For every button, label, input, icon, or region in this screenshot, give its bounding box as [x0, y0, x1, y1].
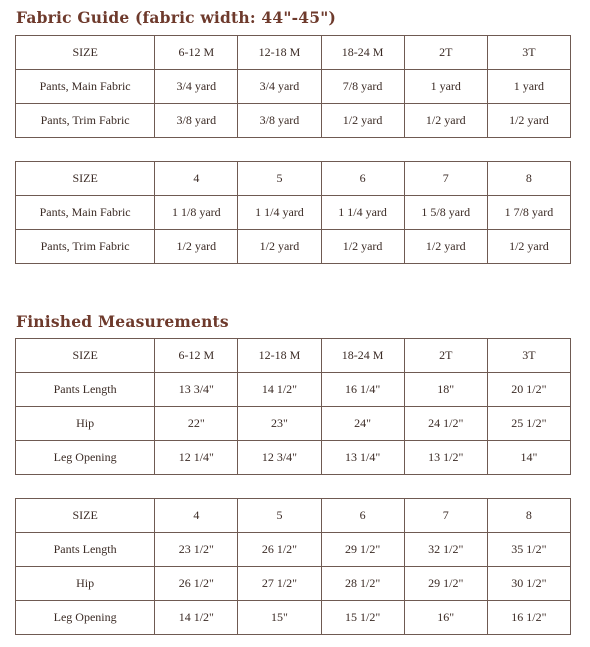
value-cell: 25 1/2" — [487, 407, 570, 441]
table-row — [16, 70, 571, 104]
value-cell: 1/2 yard — [321, 230, 404, 264]
row-label-cell: Leg Opening — [16, 601, 155, 635]
value-cell: 1/2 yard — [404, 230, 487, 264]
value-cell: 1 1/4 yard — [321, 196, 404, 230]
row-label-cell: Pants, Trim Fabric — [16, 104, 155, 138]
value-cell: 24 1/2" — [404, 407, 487, 441]
value-cell: 1/2 yard — [487, 230, 570, 264]
value-cell: 3/8 yard — [155, 104, 238, 138]
size-column-header: 3T — [487, 339, 570, 373]
value-cell: 1 yard — [404, 70, 487, 104]
value-cell: 1/2 yard — [487, 104, 570, 138]
size-column-header: 12-18 M — [238, 339, 321, 373]
table-header-row — [16, 339, 571, 373]
value-cell: 32 1/2" — [404, 533, 487, 567]
value-cell: 22" — [155, 407, 238, 441]
row-label-cell: Pants, Trim Fabric — [16, 230, 155, 264]
measurements-table-kids — [15, 498, 571, 635]
table-row — [16, 567, 571, 601]
value-cell: 1/2 yard — [404, 104, 487, 138]
size-header-cell: SIZE — [16, 499, 155, 533]
value-cell: 35 1/2" — [487, 533, 570, 567]
value-cell: 7/8 yard — [321, 70, 404, 104]
row-label-cell: Pants, Main Fabric — [16, 70, 155, 104]
size-header-cell: SIZE — [16, 339, 155, 373]
value-cell: 14 1/2" — [238, 373, 321, 407]
table-header-row — [16, 36, 571, 70]
value-cell: 3/8 yard — [238, 104, 321, 138]
value-cell: 1/2 yard — [155, 230, 238, 264]
size-column-header: 7 — [404, 162, 487, 196]
table-header-row — [16, 499, 571, 533]
row-label-cell: Pants Length — [16, 373, 155, 407]
row-label-cell: Pants Length — [16, 533, 155, 567]
size-column-header: 6 — [321, 162, 404, 196]
value-cell: 13 3/4" — [155, 373, 238, 407]
row-label-cell: Pants, Main Fabric — [16, 196, 155, 230]
value-cell: 1 1/8 yard — [155, 196, 238, 230]
size-column-header: 4 — [155, 499, 238, 533]
size-header-cell: SIZE — [16, 36, 155, 70]
value-cell: 12 1/4" — [155, 441, 238, 475]
value-cell: 16 1/2" — [487, 601, 570, 635]
fabric-guide-table-kids — [15, 161, 571, 264]
value-cell: 26 1/2" — [155, 567, 238, 601]
value-cell: 26 1/2" — [238, 533, 321, 567]
value-cell: 24" — [321, 407, 404, 441]
value-cell: 1 1/4 yard — [238, 196, 321, 230]
value-cell: 23 1/2" — [155, 533, 238, 567]
value-cell: 12 3/4" — [238, 441, 321, 475]
row-label-cell: Hip — [16, 407, 155, 441]
value-cell: 3/4 yard — [155, 70, 238, 104]
table-row — [16, 601, 571, 635]
size-column-header: 3T — [487, 36, 570, 70]
value-cell: 28 1/2" — [321, 567, 404, 601]
size-column-header: 8 — [487, 499, 570, 533]
value-cell: 16" — [404, 601, 487, 635]
table-row — [16, 533, 571, 567]
table-row — [16, 441, 571, 475]
size-column-header: 2T — [404, 36, 487, 70]
size-column-header: 5 — [238, 162, 321, 196]
value-cell: 23" — [238, 407, 321, 441]
table-row — [16, 196, 571, 230]
value-cell: 1/2 yard — [238, 230, 321, 264]
table-row — [16, 230, 571, 264]
value-cell: 1 7/8 yard — [487, 196, 570, 230]
size-column-header: 7 — [404, 499, 487, 533]
measurements-table-toddler — [15, 338, 571, 475]
value-cell: 14" — [487, 441, 570, 475]
value-cell: 29 1/2" — [404, 567, 487, 601]
table-row — [16, 373, 571, 407]
value-cell: 13 1/4" — [321, 441, 404, 475]
value-cell: 27 1/2" — [238, 567, 321, 601]
size-header-cell: SIZE — [16, 162, 155, 196]
size-column-header: 5 — [238, 499, 321, 533]
row-label-cell: Leg Opening — [16, 441, 155, 475]
value-cell: 29 1/2" — [321, 533, 404, 567]
value-cell: 18" — [404, 373, 487, 407]
value-cell: 30 1/2" — [487, 567, 570, 601]
size-column-header: 6 — [321, 499, 404, 533]
value-cell: 16 1/4" — [321, 373, 404, 407]
fabric-guide-table-toddler — [15, 35, 571, 138]
value-cell: 1/2 yard — [321, 104, 404, 138]
size-column-header: 18-24 M — [321, 339, 404, 373]
size-column-header: 6-12 M — [155, 339, 238, 373]
value-cell: 13 1/2" — [404, 441, 487, 475]
row-label-cell: Hip — [16, 567, 155, 601]
value-cell: 1 yard — [487, 70, 570, 104]
value-cell: 15" — [238, 601, 321, 635]
value-cell: 14 1/2" — [155, 601, 238, 635]
value-cell: 20 1/2" — [487, 373, 570, 407]
size-column-header: 8 — [487, 162, 570, 196]
value-cell: 15 1/2" — [321, 601, 404, 635]
finished-measurements-title: Finished Measurements — [16, 312, 229, 331]
table-row — [16, 407, 571, 441]
value-cell: 1 5/8 yard — [404, 196, 487, 230]
size-column-header: 4 — [155, 162, 238, 196]
fabric-guide-title: Fabric Guide (fabric width: 44"-45") — [16, 8, 337, 27]
size-column-header: 2T — [404, 339, 487, 373]
size-column-header: 6-12 M — [155, 36, 238, 70]
size-column-header: 18-24 M — [321, 36, 404, 70]
table-row — [16, 104, 571, 138]
value-cell: 3/4 yard — [238, 70, 321, 104]
size-column-header: 12-18 M — [238, 36, 321, 70]
table-header-row — [16, 162, 571, 196]
